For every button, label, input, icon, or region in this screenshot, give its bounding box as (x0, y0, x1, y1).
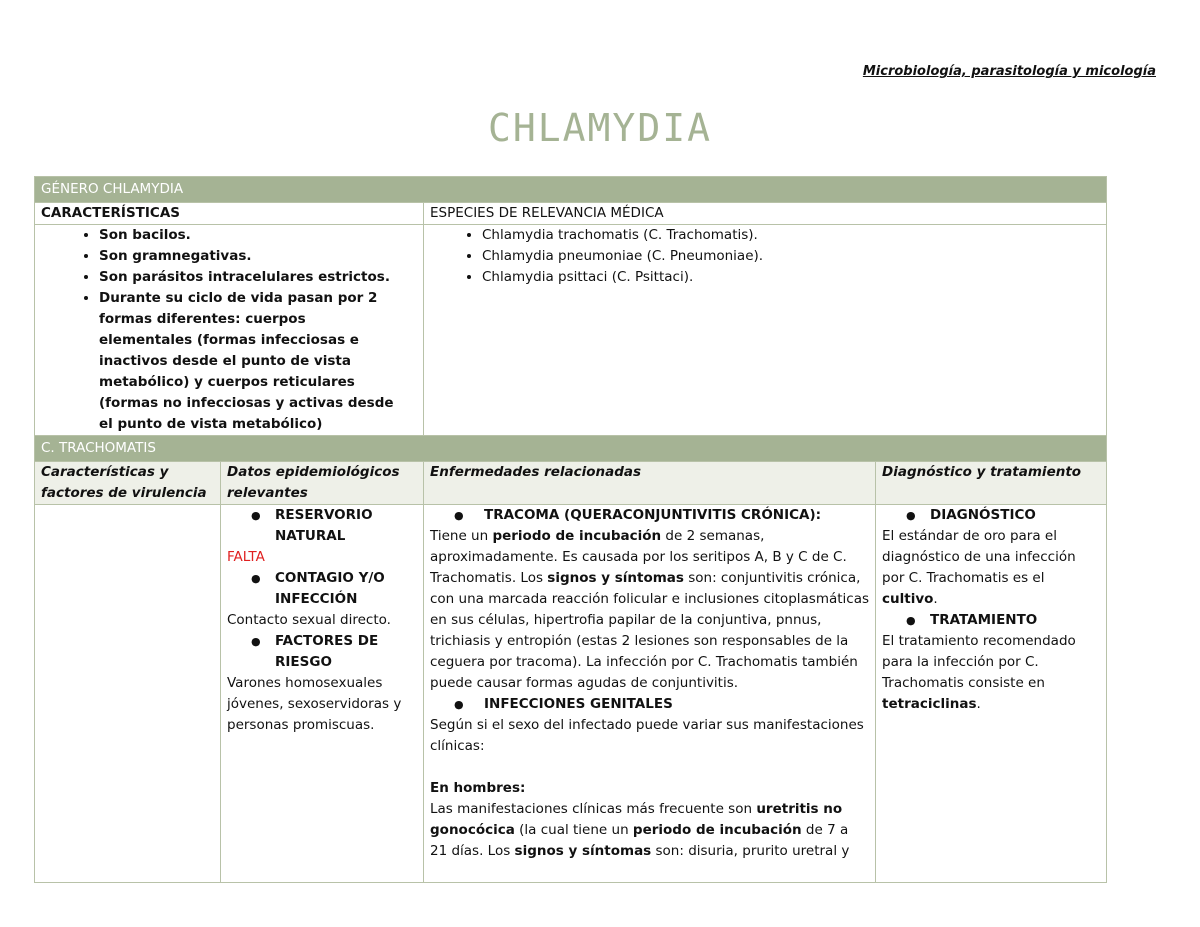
genero-heading: GÉNERO CHLAMYDIA (35, 177, 1107, 203)
contagio-text: Contacto sexual directo. (227, 612, 391, 628)
diagnostico-heading: ● DIAGNÓSTICO (882, 505, 1100, 526)
list-item: • Son parásitos intracelulares estrictos. (99, 267, 403, 288)
tratamiento-heading: ● TRATAMIENTO (882, 610, 1100, 631)
text-run: cultivo (882, 591, 934, 607)
tracoma-paragraph (430, 526, 869, 694)
diagnostico-cell (876, 505, 1107, 883)
especies-cell (424, 225, 1107, 436)
text-run: El estándar de oro para el diagnóstico de una infección por C. Trachomatis es el (882, 528, 1076, 586)
caracteristicas-virulencia-cell (35, 505, 221, 883)
enfermedades-cell (424, 505, 876, 883)
infecciones-genitales-heading: ● INFECCIONES GENITALES (430, 694, 869, 715)
text-run: uretritis no gonocócica (430, 801, 843, 838)
caracteristicas-list (41, 225, 403, 435)
text-run: de 7 a 21 días. Los (430, 822, 849, 859)
list-item: • Chlamydia psittaci (C. Psittaci). (482, 267, 1100, 288)
text-run: periodo de incubación (492, 528, 662, 544)
text-run: (la cual tiene un (514, 822, 633, 838)
reservorio-text: FALTA (227, 549, 265, 565)
factores-riesgo-text: Varones homosexuales jóvenes, sexoservidoras y personas promiscuas. (227, 675, 402, 733)
text-run: El tratamiento recomendado para la infección por C. Trachomatis consiste en (882, 633, 1076, 691)
caracteristicas-title: CARACTERÍSTICAS (35, 203, 424, 225)
en-hombres-heading: En hombres: (430, 780, 526, 796)
col-header-epidemiologicos: Datos epidemiológicos relevantes (221, 462, 424, 505)
chlamydia-table (34, 176, 1107, 883)
list-item: • Chlamydia trachomatis (C. Trachomatis). (482, 225, 1100, 246)
text-run: signos y síntomas (547, 570, 684, 586)
text-run: . (976, 696, 981, 712)
list-item: • Son gramnegativas. (99, 246, 403, 267)
text-run: periodo de incubación (632, 822, 802, 838)
col-header-enfermedades: Enfermedades relacionadas (424, 462, 876, 505)
text-run: Tiene un (430, 528, 493, 544)
factores-riesgo-heading: ● FACTORES DE RIESGO (227, 631, 417, 673)
infecciones-genitales-paragraph: Según si el sexo del infectado puede variar sus manifestaciones clínicas: (430, 717, 864, 754)
especies-title: ESPECIES DE RELEVANCIA MÉDICA (424, 203, 1107, 225)
text-run: de 2 semanas, aproximadamente. Es causada por los seritipos A, B y C de C. Trachomatis. Los (430, 528, 847, 586)
diagnostico-paragraph (882, 526, 1100, 610)
text-run: son: conjuntivitis crónica, con una marcada reacción folicular e inclusiones citoplasmáticas en sus células, hipertrofia papilar de la conjuntiva, pnnus, trichiasis y entropión (estas 2 lesiones son responsables de la ceguera por tracoma). La infección por C. Trachomatis también puede causar formas agudas de conjuntivitis. (430, 570, 870, 691)
col-header-diagnostico: Diagnóstico y tratamiento (876, 462, 1107, 505)
tratamiento-paragraph (882, 631, 1100, 715)
especies-list (430, 225, 1100, 288)
reservorio-heading: ● RESERVORIO NATURAL (227, 505, 417, 547)
text-run: signos y síntomas (514, 843, 652, 859)
page-title: CHLAMYDIA (488, 106, 712, 150)
tracoma-heading: ● TRACOMA (QUERACONJUNTIVITIS CRÓNICA): (430, 505, 869, 526)
list-item: • Durante su ciclo de vida pasan por 2 formas diferentes: cuerpos elementales (formas infecciosas e inactivos desde el punto de vista metabólico) y cuerpos reticulares (formas no infecciosas y activas desde el punto de vista metabólico) (99, 288, 403, 435)
document-header: Microbiología, parasitología y micología (862, 64, 1156, 79)
en-hombres-paragraph (430, 799, 869, 862)
text-run: . (933, 591, 938, 607)
caracteristicas-cell (35, 225, 424, 436)
list-item: • Son bacilos. (99, 225, 403, 246)
text-run: tetraciclinas (882, 696, 977, 712)
epidemiologicos-cell (221, 505, 424, 883)
text-run: Las manifestaciones clínicas más frecuente son (430, 801, 757, 817)
spacer (430, 757, 869, 778)
contagio-heading: ● CONTAGIO Y/O INFECCIÓN (227, 568, 417, 610)
col-header-caracteristicas: Características y factores de virulencia (35, 462, 221, 505)
list-item: • Chlamydia pneumoniae (C. Pneumoniae). (482, 246, 1100, 267)
text-run: son: disuria, prurito uretral y (651, 843, 850, 859)
trachomatis-heading: C. TRACHOMATIS (35, 436, 1107, 462)
